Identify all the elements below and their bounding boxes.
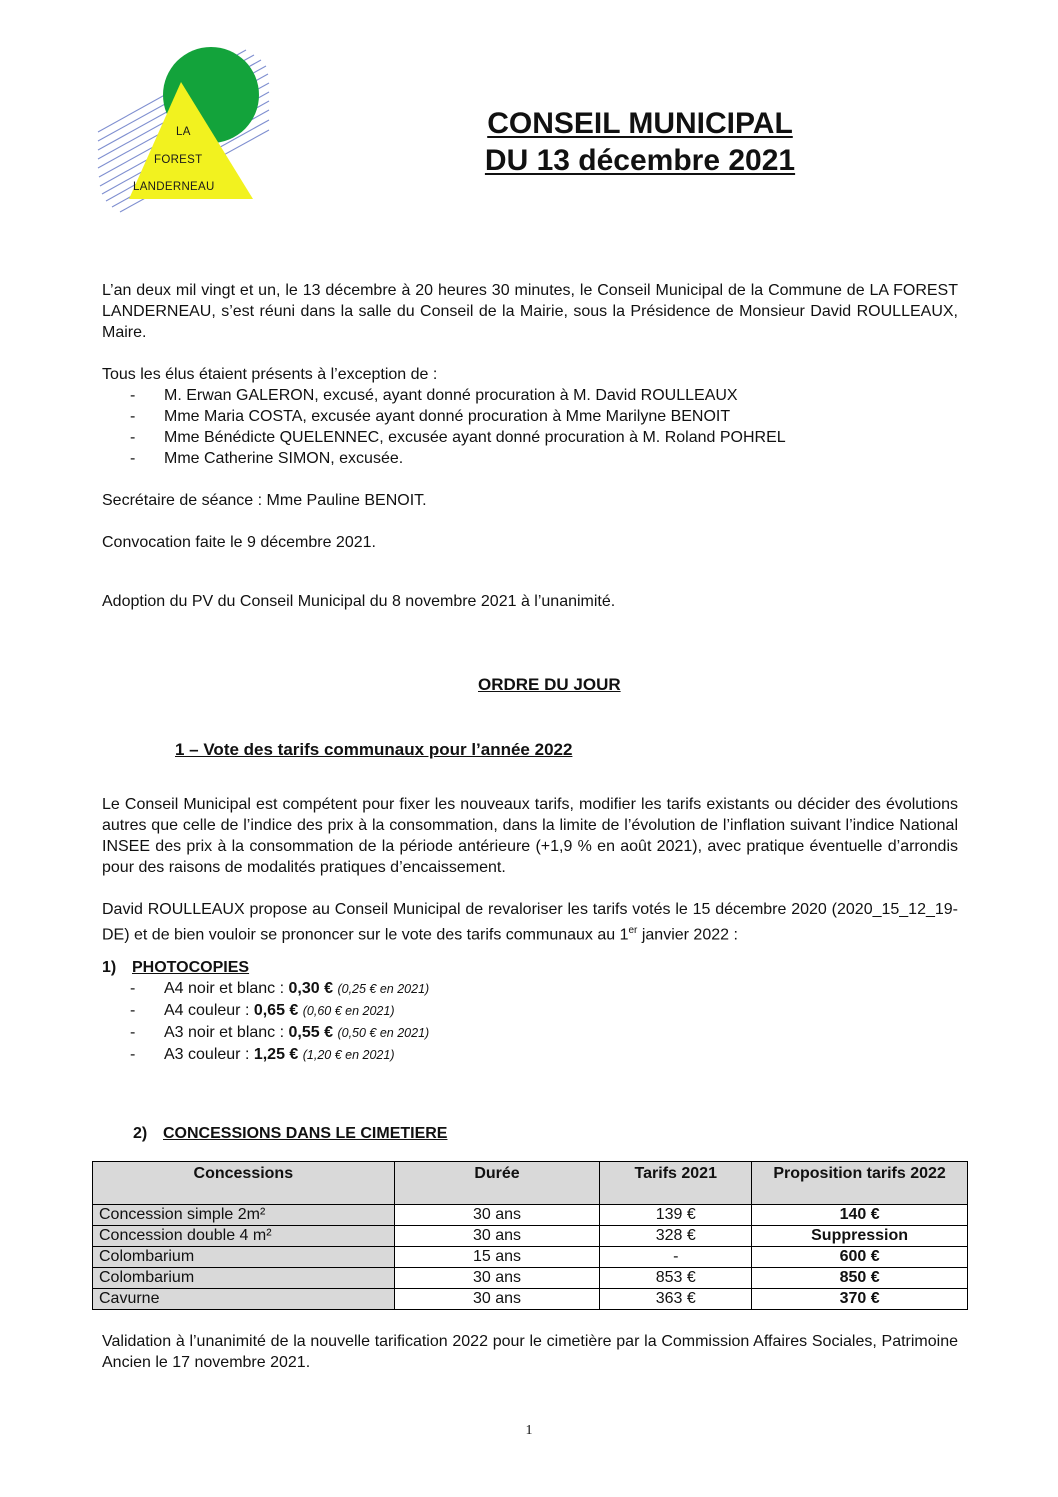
list-item — [102, 1000, 958, 1022]
photocopies-list — [102, 978, 958, 1066]
column-header: Durée — [394, 1162, 600, 1205]
item1-heading: 1 – Vote des tarifs communaux pour l’année 2022 — [175, 740, 573, 759]
logo-text-line2: FOREST — [154, 154, 203, 166]
item1-paragraph2 — [102, 899, 958, 945]
table-cell: 30 ans — [394, 1205, 600, 1226]
table-cell: Suppression — [752, 1226, 968, 1247]
tariff-note: (0,50 € en 2021) — [337, 1026, 430, 1040]
tariff-price: 1,25 € — [253, 1046, 299, 1063]
table-cell: 853 € — [600, 1268, 752, 1289]
convocation-line: Convocation faite le 9 décembre 2021. — [102, 534, 376, 551]
list-item — [102, 978, 958, 1000]
table-cell: Concession simple 2m² — [93, 1205, 395, 1226]
column-header: Concessions — [93, 1162, 395, 1205]
concessions-title: CONCESSIONS DANS LE CIMETIERE — [163, 1125, 448, 1142]
table-row — [93, 1226, 968, 1247]
table-cell: 30 ans — [394, 1289, 600, 1310]
table-row — [93, 1247, 968, 1268]
title-line2: DU 13 décembre 2021 — [484, 144, 796, 177]
page-title — [430, 105, 850, 179]
list-item — [102, 1022, 958, 1044]
concessions-table — [92, 1161, 968, 1310]
table-cell: Colombarium — [93, 1247, 395, 1268]
tariff-note: (0,60 € en 2021) — [302, 1004, 395, 1018]
item1-paragraph2-start: David ROULLEAUX propose au Conseil Municipal de revaloriser les tarifs votés le 15 décembre 2020 (2020_15_12_19-DE) et de bien vouloir se prononcer sur le vote des tarifs communaux au 1 — [102, 901, 958, 944]
title-line1: CONSEIL MUNICIPAL — [487, 107, 793, 140]
item1-paragraph1: Le Conseil Municipal est compétent pour fixer les nouveaux tarifs, modifier les tarifs existants ou décider des évolutions autres que celle de l’indice des prix à la consommation, dans la limite de l’évolution de l’inflation suivant l’indice National INSEE des prix à la consommation de la période antérieure (+1,9 % en août 2021), avec pratique éventuelle d’arrondis pour des raisons de modalités pratiques d’encaissement. — [102, 796, 958, 876]
photocopies-number: 1) — [102, 959, 117, 976]
table-cell: 363 € — [600, 1289, 752, 1310]
table-cell: Cavurne — [93, 1289, 395, 1310]
table-cell: 139 € — [600, 1205, 752, 1226]
concessions-heading — [102, 1123, 958, 1144]
table-row — [93, 1205, 968, 1226]
commune-logo — [96, 42, 271, 217]
photocopies-title: PHOTOCOPIES — [132, 959, 250, 976]
tariff-label: A3 couleur : — [164, 1046, 254, 1063]
table-header-row — [93, 1162, 968, 1205]
table-cell: 600 € — [752, 1247, 968, 1268]
column-header: Tarifs 2021 — [600, 1162, 752, 1205]
agenda-heading: ORDRE DU JOUR — [478, 675, 621, 694]
list-item: - M. Erwan GALERON, excusé, ayant donné procuration à M. David ROULLEAUX — [102, 385, 958, 406]
table-cell: - — [600, 1247, 752, 1268]
table-cell: 140 € — [752, 1205, 968, 1226]
tariff-price: 0,55 € — [288, 1024, 333, 1041]
table-cell: 850 € — [752, 1268, 968, 1289]
logo-text-line1: LA — [176, 126, 191, 138]
table-cell: 370 € — [752, 1289, 968, 1310]
table-cell: 328 € — [600, 1226, 752, 1247]
list-item: - Mme Bénédicte QUELENNEC, excusée ayant donné procuration à M. Roland POHREL — [102, 427, 958, 448]
logo-text-line3: LANDERNEAU — [133, 181, 215, 193]
table-row — [93, 1268, 968, 1289]
concessions-number: 2) — [133, 1125, 148, 1142]
validation-paragraph: Validation à l’unanimité de la nouvelle tarification 2022 pour le cimetière par la Commission Affaires Sociales, Patrimoine Ancien le 17 novembre 2021. — [102, 1333, 958, 1371]
photocopies-section — [102, 957, 958, 1066]
table-row — [93, 1289, 968, 1310]
photocopies-heading — [102, 957, 958, 978]
ordinal-suffix: er — [628, 925, 638, 936]
table-cell: Colombarium — [93, 1268, 395, 1289]
item1-paragraph2-end: janvier 2022 : — [637, 926, 738, 944]
absent-intro: Tous les élus étaient présents à l’exception de : — [102, 366, 438, 383]
page-number: 1 — [525, 1423, 533, 1438]
table-cell: Concession double 4 m² — [93, 1226, 395, 1247]
absent-list — [102, 385, 958, 469]
tariff-note: (1,20 € en 2021) — [302, 1048, 395, 1062]
list-item — [102, 1044, 958, 1066]
tariff-note: (0,25 € en 2021) — [337, 982, 430, 996]
tariff-price: 0,30 € — [288, 980, 333, 997]
tariff-label: A4 couleur : — [164, 1002, 254, 1019]
table-cell: 30 ans — [394, 1226, 600, 1247]
intro-paragraph: L’an deux mil vingt et un, le 13 décembre à 20 heures 30 minutes, le Conseil Municipal de la Commune de LA FOREST LANDERNEAU, s’est réuni dans la salle du Conseil de la Mairie, sous la Présidence de Monsieur David ROULLEAUX, Maire. — [102, 282, 958, 341]
secretary-line: Secrétaire de séance : Mme Pauline BENOIT. — [102, 492, 427, 509]
tariff-price: 0,65 € — [253, 1002, 299, 1019]
adoption-line: Adoption du PV du Conseil Municipal du 8 novembre 2021 à l’unanimité. — [102, 593, 616, 610]
tariff-label: A3 noir et blanc : — [164, 1024, 289, 1041]
item1-section — [102, 794, 958, 945]
column-header: Proposition tarifs 2022 — [752, 1162, 968, 1205]
tariff-label: A4 noir et blanc : — [164, 980, 289, 997]
list-item: - Mme Maria COSTA, excusée ayant donné procuration à Mme Marilyne BENOIT — [102, 406, 958, 427]
table-cell: 15 ans — [394, 1247, 600, 1268]
list-item: - Mme Catherine SIMON, excusée. — [102, 448, 958, 469]
intro-section — [102, 280, 958, 553]
table-cell: 30 ans — [394, 1268, 600, 1289]
